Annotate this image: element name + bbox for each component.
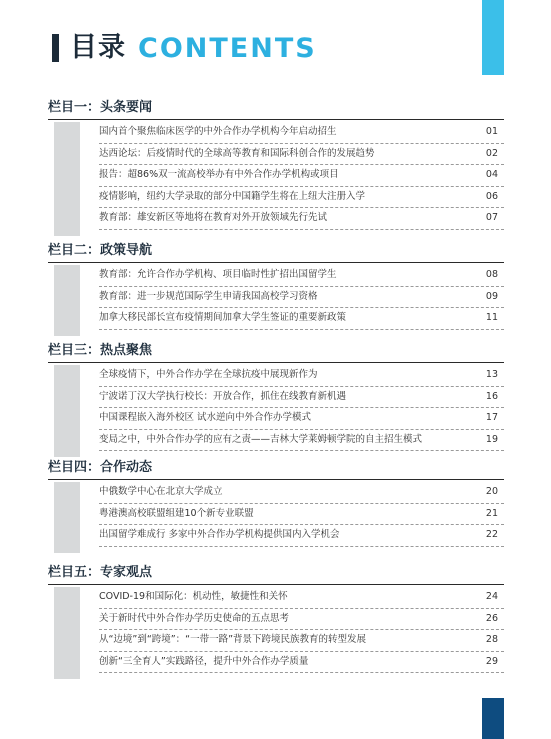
entry-title: 中俄数学中心在北京大学成立 [99,486,223,497]
entry-page-number: 04 [485,169,498,180]
toc-entry[interactable] [99,187,504,209]
entry-page-number: 28 [485,634,498,645]
toc-entry[interactable] [99,265,504,287]
section-divider [48,362,504,363]
section-header [48,563,504,585]
entry-title: 疫情影响，纽约大学录取的部分中国籍学生将在上纽大注册入学 [99,190,366,202]
toc-entry[interactable] [99,165,504,187]
entry-page-number: 01 [485,126,498,137]
toc-entry[interactable] [99,144,504,166]
section-gray-column [54,587,80,679]
entry-title: 变局之中，中外合作办学的应有之责——吉林大学莱姆顿学院的自主招生模式 [99,433,423,445]
entry-title: 全球疫情下，中外合作办学在全球抗疫中展现新作为 [99,369,318,380]
toc-section [48,241,504,330]
toc-entry[interactable] [99,525,504,547]
entry-title: 教育部：允许合作办学机构、项目临时性扩招出国留学生 [99,269,337,280]
toc-entry[interactable] [99,482,504,504]
entry-title: COVID-19和国际化：机动性，敏捷性和关怀 [99,591,288,602]
toc-entry[interactable] [99,308,504,330]
entry-page-number: 16 [485,390,498,402]
toc-entry[interactable] [99,408,504,430]
section-header [48,98,504,120]
section-header [48,341,504,363]
toc-entry[interactable] [99,430,504,452]
entry-title: 教育部：雄安新区等地将在教育对外开放领域先行先试 [99,212,328,223]
entry-page-number: 08 [485,269,498,280]
toc-entry[interactable] [99,587,504,609]
toc-entry[interactable] [99,504,504,526]
toc-entry[interactable] [99,609,504,631]
entry-dashed-rule [99,229,504,230]
entry-page-number: 22 [485,529,498,540]
entry-title: 关于新时代中外合作办学历史使命的五点思考 [99,612,290,624]
section-title: 栏目一：头条要闻 [48,100,153,115]
section-divider [48,119,504,120]
page-title-en: CONTENTS [138,33,317,64]
entry-dashed-rule [99,546,504,547]
entry-page-number: 29 [485,655,498,667]
entry-dashed-rule [99,450,504,451]
section-gray-column [54,122,80,236]
entry-title: 出国留学难成行 多家中外合作办学机构提供国内入学机会 [99,529,340,540]
entry-dashed-rule [99,672,504,673]
section-entries [48,122,504,230]
section-title: 栏目五：专家观点 [48,565,153,580]
section-header [48,241,504,263]
entry-page-number: 17 [485,412,498,423]
section-entries [48,482,504,547]
entry-dashed-rule [99,329,504,330]
title-marker [52,34,59,62]
entry-title: 国内首个聚焦临床医学的中外合作办学机构今年启动招生 [99,126,337,137]
toc-entry[interactable] [99,287,504,309]
entry-title: 从“边境”到“跨境”：“一带一路”背景下跨境民族教育的转型发展 [99,634,367,645]
section-gray-column [54,365,80,457]
entry-page-number: 09 [485,290,498,302]
entry-title: 报告：超86%双一流高校举办有中外合作办学机构或项目 [99,169,339,180]
section-divider [48,584,504,585]
toc-section [48,458,504,547]
section-entries [48,265,504,330]
entry-title: 粤港澳高校联盟组建10个新专业联盟 [99,507,254,519]
section-entries [48,365,504,451]
entry-title: 宁波诺丁汉大学执行校长：开放合作，抓住在线教育新机遇 [99,390,347,402]
entry-page-number: 21 [485,507,498,519]
toc-entry[interactable] [99,208,504,230]
toc-section [48,98,504,230]
section-title: 栏目四：合作动态 [48,460,153,475]
section-title: 栏目三：热点聚焦 [48,343,153,358]
entry-page-number: 13 [485,369,498,380]
section-gray-column [54,482,80,553]
entry-page-number: 06 [485,190,498,202]
entry-title: 达西论坛：后疫情时代的全球高等教育和国际科创合作的发展趋势 [99,147,375,159]
entry-title: 中国课程嵌入海外校区 试水逆向中外合作办学模式 [99,412,312,423]
entry-title: 创新“三全育人”实践路径，提升中外合作办学质量 [99,655,309,667]
section-entries [48,587,504,673]
toc-entry[interactable] [99,365,504,387]
entry-title: 加拿大移民部长宣布疫情期间加拿大学生签证的重要新政策 [99,312,347,323]
section-divider [48,479,504,480]
bottom-accent-bar [482,698,504,739]
entry-page-number: 11 [485,312,498,323]
entry-page-number: 20 [485,486,498,497]
page-title-cn: 目录 [70,32,126,63]
toc-entry[interactable] [99,122,504,144]
top-accent-bar [482,0,504,75]
entry-page-number: 07 [485,212,498,223]
toc-section [48,563,504,673]
entry-page-number: 19 [485,433,498,445]
entry-title: 教育部：进一步规范国际学生申请我国高校学习资格 [99,290,318,302]
toc-entry[interactable] [99,652,504,674]
entry-page-number: 24 [485,591,498,602]
toc-entry[interactable] [99,630,504,652]
section-divider [48,262,504,263]
entry-page-number: 26 [485,612,498,624]
toc-section [48,341,504,451]
section-header [48,458,504,480]
entry-page-number: 02 [485,147,498,159]
section-gray-column [54,265,80,336]
section-title: 栏目二：政策导航 [48,243,153,258]
toc-entry[interactable] [99,387,504,409]
